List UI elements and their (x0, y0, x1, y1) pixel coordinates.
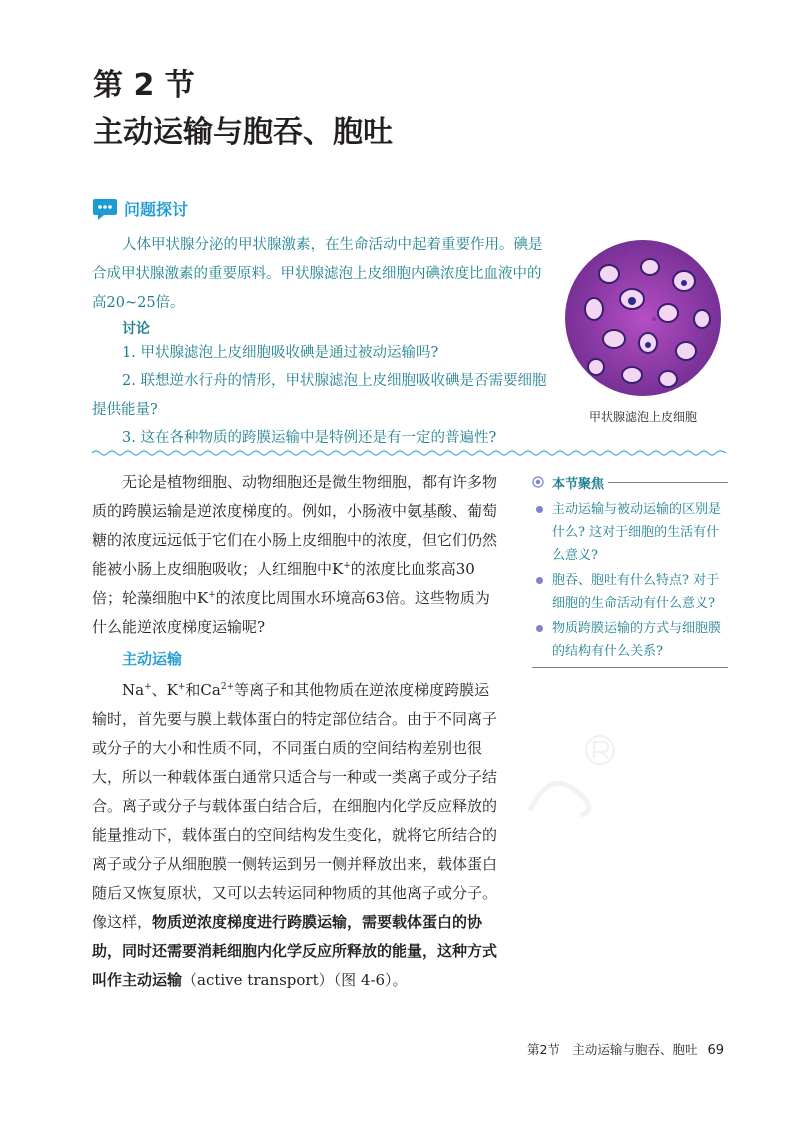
focus-title: 本节聚焦 (552, 476, 605, 492)
registered-mark-icon (520, 730, 620, 820)
speech-bubble-icon (92, 197, 118, 221)
discussion-question-1: 1. 甲状腺滤泡上皮细胞吸收碘是通过被动运输吗? (122, 345, 439, 361)
discussion-title: 问题探讨 (124, 200, 189, 219)
page-footer (527, 1040, 724, 1058)
focus-item: 胞吞、胞吐有什么特点? 对于细胞的生命活动有什么意义? (532, 569, 728, 615)
focus-item: 物质跨膜运输的方式与细胞膜的结构有什么关系? (532, 617, 728, 663)
target-circle-icon (532, 476, 544, 488)
image-caption: 甲状腺滤泡上皮细胞 (588, 410, 697, 424)
section-number: 第 2 节 (93, 68, 195, 103)
wavy-divider (92, 448, 726, 458)
bold-definition: 物质逆浓度梯度进行跨膜运输，需要载体蛋白的协助，同时还需要消耗细胞内化学反应所释放的能量，这种方式叫作主动运输 (92, 913, 498, 989)
discussion-question-2: 2. 联想逆水行舟的情形，甲状腺滤泡上皮细胞吸收碘是否需要细胞提供能量? (92, 373, 547, 418)
footer-section: 第2节 主动运输与胞吞、胞吐 (526, 1042, 698, 1057)
body-paragraph-2: Na+、K+和$Ca^{2+}$等离子和其他物质在逆浓度梯度跨膜运输时，首先要与膜上载体蛋白的特定部位结合。由于不同离子或分子的大小和性质不同，不同蛋白质的空间结构差别也很大，所以一种载体蛋白通常只适合与一种或一类离子或分子结合。离子或分子与载体蛋白结合后，在细胞内化学反应释放的能量推动下，载体蛋白的空间结构发生变化，就将它所结合的离子或分子从细胞膜一侧转运到另一侧并释放出来，载体蛋白随后又恢复原状，又可以去转运同种物质的其他离子或分子。像这样，物质逆浓度梯度进行跨膜运输，需要载体蛋白的协助，同时还需要消耗细胞内化学反应所释放的能量，这种方式叫作主动运输（active transport）（图 4-6）。 (92, 681, 498, 989)
thyroid-micrograph-image (564, 239, 722, 397)
focus-bottom-rule (532, 667, 728, 668)
body-paragraph-1: 无论是植物细胞、动物细胞还是微生物细胞，都有许多物质的跨膜运输是逆浓度梯度的。例如，小肠液中氨基酸、葡萄糖的浓度远远低于它们在小肠上皮细胞中的浓度，但它们仍然能被小肠上皮细胞吸收；人红细胞中K+的浓度比血浆高30倍；轮藻细胞中K+的浓度比周围水环境高63倍。这些物质为什么能逆浓度梯度运输呢? (92, 473, 498, 636)
discussion-intro: 人体甲状腺分泌的甲状腺激素，在生命活动中起着重要作用。碘是合成甲状腺激素的重要原料。甲状腺滤泡上皮细胞内碘浓度比血液中的高20~25倍。 (92, 237, 543, 311)
discussion-question-3: 3. 这在各种物质的跨膜运输中是特例还是有一定的普遍性? (122, 430, 497, 446)
focus-item: 主动运输与被动运输的区别是什么? 这对于细胞的生活有什么意义? (532, 498, 728, 567)
focus-title-rule (608, 482, 728, 483)
subheading-active-transport: 主动运输 (122, 650, 183, 668)
section-title: 主动运输与胞吞、胞吐 (93, 115, 393, 150)
section-focus-box (532, 472, 728, 668)
discussion-label: 讨论 (122, 321, 150, 337)
page-number: 69 (707, 1043, 724, 1058)
